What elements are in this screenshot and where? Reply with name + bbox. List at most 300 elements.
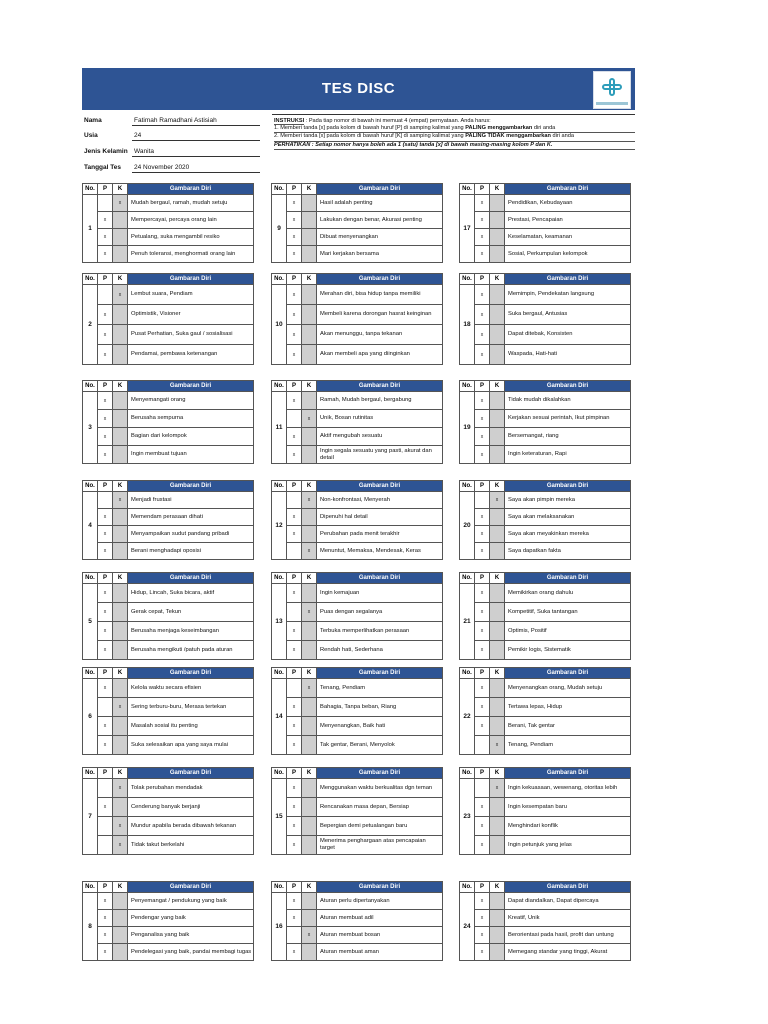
statement-text: Menggunakan waktu berkualitas dgn teman bbox=[317, 779, 443, 798]
statement-text: Menghindari konflik bbox=[505, 817, 631, 836]
k-cell[interactable]: x bbox=[490, 736, 505, 755]
question-number: 11 bbox=[272, 392, 287, 464]
k-cell[interactable]: x bbox=[302, 603, 317, 622]
statement-row bbox=[83, 428, 254, 446]
p-cell[interactable]: x bbox=[475, 392, 490, 410]
k-cell[interactable] bbox=[113, 927, 128, 944]
date-label: Tanggal Tes bbox=[84, 164, 121, 171]
header-k: K bbox=[302, 184, 317, 195]
p-cell[interactable]: x bbox=[475, 543, 490, 560]
p-cell[interactable]: x bbox=[287, 944, 302, 961]
statement-text: Menyenangkan orang, Mudah setuju bbox=[505, 679, 631, 698]
p-cell[interactable]: x bbox=[98, 641, 113, 660]
statement-row bbox=[272, 736, 443, 755]
question-block-16 bbox=[271, 881, 443, 961]
statement-text: Aktif mengubah sesuatu bbox=[317, 428, 443, 446]
statement-text: Ingin kemajuan bbox=[317, 584, 443, 603]
k-cell[interactable] bbox=[302, 428, 317, 446]
k-cell[interactable] bbox=[302, 392, 317, 410]
statement-row bbox=[272, 526, 443, 543]
p-cell[interactable]: x bbox=[98, 622, 113, 641]
k-cell[interactable]: x bbox=[113, 492, 128, 509]
k-cell[interactable]: x bbox=[113, 195, 128, 212]
k-cell[interactable]: x bbox=[302, 927, 317, 944]
question-header-row bbox=[83, 882, 254, 893]
p-cell[interactable] bbox=[475, 492, 490, 509]
statement-row bbox=[83, 212, 254, 229]
k-cell[interactable] bbox=[490, 836, 505, 855]
statement-text: Cenderung banyak berjanji bbox=[128, 798, 254, 817]
p-cell[interactable] bbox=[98, 836, 113, 855]
p-cell[interactable]: x bbox=[475, 428, 490, 446]
p-cell[interactable]: x bbox=[475, 195, 490, 212]
header-p: P bbox=[475, 668, 490, 679]
k-cell[interactable] bbox=[302, 526, 317, 543]
k-cell[interactable] bbox=[302, 910, 317, 927]
p-cell[interactable]: x bbox=[98, 305, 113, 325]
k-cell[interactable] bbox=[113, 717, 128, 736]
statement-text: Pendamai, pembawa ketenangan bbox=[128, 345, 254, 365]
k-cell[interactable] bbox=[302, 345, 317, 365]
p-cell[interactable]: x bbox=[98, 736, 113, 755]
p-cell[interactable]: x bbox=[98, 325, 113, 345]
p-cell[interactable]: x bbox=[475, 717, 490, 736]
p-cell[interactable]: x bbox=[475, 641, 490, 660]
k-cell[interactable]: x bbox=[490, 779, 505, 798]
p-cell[interactable]: x bbox=[98, 584, 113, 603]
statement-text: Saya akan pimpin mereka bbox=[505, 492, 631, 509]
p-cell[interactable]: x bbox=[475, 798, 490, 817]
k-cell[interactable] bbox=[113, 543, 128, 560]
k-cell[interactable]: x bbox=[113, 779, 128, 798]
question-number: 3 bbox=[83, 392, 98, 464]
k-cell[interactable] bbox=[490, 509, 505, 526]
p-cell[interactable]: x bbox=[98, 212, 113, 229]
k-cell[interactable]: x bbox=[302, 679, 317, 698]
k-cell[interactable]: x bbox=[490, 492, 505, 509]
statement-row bbox=[272, 446, 443, 464]
p-cell[interactable]: x bbox=[98, 526, 113, 543]
k-cell[interactable] bbox=[302, 779, 317, 798]
header-p: P bbox=[287, 184, 302, 195]
instruction-2-text: 1. Memberi tanda [x] pada kolom di bawah huruf [P] di samping kalimat yang bbox=[274, 125, 466, 132]
k-cell[interactable] bbox=[490, 195, 505, 212]
p-cell[interactable]: x bbox=[475, 698, 490, 717]
p-cell[interactable]: x bbox=[98, 927, 113, 944]
k-cell[interactable] bbox=[490, 305, 505, 325]
instruction-intro: : Pada tiap nomor di bawah ini memuat 4 (empat) pernyataan. Anda harus: bbox=[304, 118, 491, 124]
statement-row bbox=[272, 679, 443, 698]
statement-row bbox=[83, 285, 254, 305]
question-table bbox=[459, 380, 631, 464]
k-cell[interactable] bbox=[490, 679, 505, 698]
statement-text: Berusaha sempurna bbox=[128, 410, 254, 428]
k-cell[interactable] bbox=[302, 736, 317, 755]
k-cell[interactable] bbox=[113, 893, 128, 910]
statement-text: Keselamatan, keamanan bbox=[505, 229, 631, 246]
k-cell[interactable] bbox=[302, 817, 317, 836]
p-cell[interactable]: x bbox=[475, 345, 490, 365]
p-cell[interactable]: x bbox=[475, 910, 490, 927]
statement-row bbox=[83, 893, 254, 910]
k-cell[interactable] bbox=[302, 229, 317, 246]
header-p: P bbox=[98, 381, 113, 392]
question-number: 10 bbox=[272, 285, 287, 365]
question-header-row bbox=[460, 768, 631, 779]
k-cell[interactable] bbox=[113, 584, 128, 603]
k-cell[interactable] bbox=[302, 717, 317, 736]
p-cell[interactable]: x bbox=[98, 509, 113, 526]
p-cell[interactable]: x bbox=[98, 944, 113, 961]
p-cell[interactable]: x bbox=[475, 927, 490, 944]
k-cell[interactable] bbox=[113, 944, 128, 961]
statement-row bbox=[460, 509, 631, 526]
p-cell[interactable]: x bbox=[98, 410, 113, 428]
statement-text: Sering terburu-buru, Merasa tertekan bbox=[128, 698, 254, 717]
p-cell[interactable]: x bbox=[475, 893, 490, 910]
k-cell[interactable] bbox=[113, 345, 128, 365]
statement-row bbox=[272, 836, 443, 855]
p-cell[interactable]: x bbox=[475, 325, 490, 345]
p-cell[interactable]: x bbox=[287, 622, 302, 641]
p-cell[interactable]: x bbox=[475, 212, 490, 229]
p-cell[interactable]: x bbox=[475, 584, 490, 603]
question-number: 17 bbox=[460, 195, 475, 263]
k-cell[interactable] bbox=[490, 345, 505, 365]
statement-text: Ingin keteraturan, Rapi bbox=[505, 446, 631, 464]
p-cell[interactable]: x bbox=[287, 246, 302, 263]
p-cell[interactable]: x bbox=[287, 212, 302, 229]
p-cell[interactable]: x bbox=[287, 817, 302, 836]
k-cell[interactable] bbox=[302, 305, 317, 325]
k-cell[interactable]: x bbox=[113, 698, 128, 717]
question-header-row bbox=[272, 668, 443, 679]
k-cell[interactable] bbox=[113, 509, 128, 526]
k-cell[interactable] bbox=[113, 325, 128, 345]
k-cell[interactable] bbox=[490, 698, 505, 717]
instruction-line-2 bbox=[274, 125, 635, 133]
header-k: K bbox=[113, 882, 128, 893]
p-cell[interactable]: x bbox=[287, 893, 302, 910]
statement-row bbox=[272, 392, 443, 410]
p-cell[interactable]: x bbox=[98, 392, 113, 410]
header-p: P bbox=[98, 184, 113, 195]
p-cell[interactable] bbox=[98, 492, 113, 509]
age-label: Usia bbox=[84, 132, 98, 139]
p-cell[interactable]: x bbox=[475, 622, 490, 641]
p-cell[interactable]: x bbox=[98, 428, 113, 446]
p-cell[interactable]: x bbox=[475, 285, 490, 305]
k-cell[interactable] bbox=[113, 798, 128, 817]
statement-text: Dapat ditebak, Konsisten bbox=[505, 325, 631, 345]
instructions bbox=[272, 114, 635, 164]
k-cell[interactable]: x bbox=[113, 836, 128, 855]
statement-text: Berusaha mengikuti /patuh pada aturan bbox=[128, 641, 254, 660]
k-cell[interactable] bbox=[302, 944, 317, 961]
question-number: 24 bbox=[460, 893, 475, 961]
p-cell[interactable]: x bbox=[287, 584, 302, 603]
k-cell[interactable] bbox=[302, 285, 317, 305]
statement-row bbox=[272, 509, 443, 526]
p-cell[interactable] bbox=[287, 410, 302, 428]
p-cell[interactable]: x bbox=[475, 526, 490, 543]
k-cell[interactable] bbox=[490, 641, 505, 660]
p-cell[interactable]: x bbox=[287, 509, 302, 526]
header-p: P bbox=[475, 274, 490, 285]
question-header-row bbox=[272, 184, 443, 195]
p-cell[interactable]: x bbox=[475, 679, 490, 698]
k-cell[interactable] bbox=[113, 622, 128, 641]
k-cell[interactable] bbox=[490, 798, 505, 817]
question-header-row bbox=[460, 481, 631, 492]
k-cell[interactable] bbox=[113, 410, 128, 428]
k-cell[interactable] bbox=[302, 325, 317, 345]
question-number: 20 bbox=[460, 492, 475, 560]
p-cell[interactable]: x bbox=[287, 717, 302, 736]
p-cell[interactable] bbox=[98, 698, 113, 717]
statement-text: Memikirkan orang dahulu bbox=[505, 584, 631, 603]
k-cell[interactable] bbox=[490, 285, 505, 305]
k-cell[interactable] bbox=[490, 325, 505, 345]
header-no: No. bbox=[272, 481, 287, 492]
statement-row bbox=[460, 836, 631, 855]
statement-row bbox=[460, 817, 631, 836]
k-cell[interactable] bbox=[490, 526, 505, 543]
statement-text: Penyemangat / pendukung yang baik bbox=[128, 893, 254, 910]
p-cell[interactable] bbox=[475, 736, 490, 755]
header-k: K bbox=[113, 481, 128, 492]
p-cell[interactable] bbox=[287, 927, 302, 944]
statement-row bbox=[460, 798, 631, 817]
statement-row bbox=[83, 195, 254, 212]
k-cell[interactable] bbox=[490, 817, 505, 836]
p-cell[interactable]: x bbox=[475, 305, 490, 325]
k-cell[interactable] bbox=[113, 229, 128, 246]
p-cell[interactable]: x bbox=[287, 195, 302, 212]
statement-text: Mudah bergaul, ramah, mudah setuju bbox=[128, 195, 254, 212]
p-cell[interactable]: x bbox=[475, 229, 490, 246]
p-cell[interactable]: x bbox=[287, 428, 302, 446]
p-cell[interactable]: x bbox=[287, 798, 302, 817]
statement-text: Lembut suara, Pendiam bbox=[128, 285, 254, 305]
info-row-date bbox=[82, 161, 262, 174]
p-cell[interactable] bbox=[287, 492, 302, 509]
k-cell[interactable]: x bbox=[302, 410, 317, 428]
statement-text: Optimis, Positif bbox=[505, 622, 631, 641]
statement-text: Tak gentar, Berani, Menyolok bbox=[317, 736, 443, 755]
k-cell[interactable]: x bbox=[302, 543, 317, 560]
question-table bbox=[82, 572, 254, 660]
question-table bbox=[271, 572, 443, 660]
k-cell[interactable] bbox=[490, 584, 505, 603]
p-cell[interactable]: x bbox=[287, 229, 302, 246]
p-cell[interactable]: x bbox=[287, 392, 302, 410]
k-cell[interactable] bbox=[302, 893, 317, 910]
k-cell[interactable] bbox=[302, 836, 317, 855]
statement-text: Mempercayai, percaya orang lain bbox=[128, 212, 254, 229]
k-cell[interactable] bbox=[113, 212, 128, 229]
k-cell[interactable] bbox=[113, 305, 128, 325]
question-header-row bbox=[272, 274, 443, 285]
k-cell[interactable] bbox=[302, 641, 317, 660]
p-cell[interactable]: x bbox=[98, 229, 113, 246]
p-cell[interactable]: x bbox=[287, 526, 302, 543]
k-cell[interactable] bbox=[490, 428, 505, 446]
k-cell[interactable] bbox=[113, 526, 128, 543]
p-cell[interactable] bbox=[287, 543, 302, 560]
header-k: K bbox=[302, 274, 317, 285]
age-value: 24 bbox=[132, 130, 260, 141]
p-cell[interactable]: x bbox=[287, 305, 302, 325]
k-cell[interactable] bbox=[490, 717, 505, 736]
statement-text: Aturan membuat bosan bbox=[317, 927, 443, 944]
question-header-row bbox=[460, 184, 631, 195]
statement-text: Mundur apabila berada dibawah tekanan bbox=[128, 817, 254, 836]
p-cell[interactable]: x bbox=[475, 446, 490, 464]
question-block-24 bbox=[459, 881, 631, 961]
header-description: Gambaran Diri bbox=[317, 573, 443, 584]
p-cell[interactable]: x bbox=[287, 698, 302, 717]
p-cell[interactable]: x bbox=[98, 345, 113, 365]
p-cell[interactable]: x bbox=[287, 910, 302, 927]
k-cell[interactable] bbox=[113, 446, 128, 464]
k-cell[interactable] bbox=[113, 736, 128, 755]
p-cell[interactable]: x bbox=[98, 543, 113, 560]
k-cell[interactable] bbox=[113, 641, 128, 660]
statement-row bbox=[460, 446, 631, 464]
k-cell[interactable] bbox=[490, 944, 505, 961]
p-cell[interactable] bbox=[98, 285, 113, 305]
header-description: Gambaran Diri bbox=[505, 768, 631, 779]
k-cell[interactable] bbox=[113, 679, 128, 698]
k-cell[interactable] bbox=[302, 195, 317, 212]
k-cell[interactable] bbox=[302, 798, 317, 817]
question-table bbox=[82, 767, 254, 855]
k-cell[interactable] bbox=[302, 509, 317, 526]
header-no: No. bbox=[83, 882, 98, 893]
question-block-8 bbox=[82, 881, 254, 961]
k-cell[interactable] bbox=[302, 622, 317, 641]
p-cell[interactable]: x bbox=[98, 603, 113, 622]
statement-text: Akan menunggu, tanpa tekanan bbox=[317, 325, 443, 345]
p-cell[interactable]: x bbox=[475, 836, 490, 855]
p-cell[interactable]: x bbox=[475, 944, 490, 961]
header-no: No. bbox=[272, 768, 287, 779]
statement-row bbox=[272, 717, 443, 736]
k-cell[interactable] bbox=[490, 910, 505, 927]
p-cell[interactable]: x bbox=[98, 910, 113, 927]
k-cell[interactable] bbox=[490, 410, 505, 428]
p-cell[interactable]: x bbox=[475, 603, 490, 622]
question-table bbox=[271, 183, 443, 263]
p-cell[interactable] bbox=[287, 603, 302, 622]
statement-row bbox=[460, 679, 631, 698]
p-cell[interactable]: x bbox=[287, 641, 302, 660]
k-cell[interactable] bbox=[490, 229, 505, 246]
p-cell[interactable]: x bbox=[475, 817, 490, 836]
p-cell[interactable] bbox=[98, 779, 113, 798]
k-cell[interactable] bbox=[113, 246, 128, 263]
p-cell[interactable]: x bbox=[287, 736, 302, 755]
statement-row bbox=[460, 345, 631, 365]
p-cell[interactable]: x bbox=[475, 410, 490, 428]
statement-row bbox=[460, 428, 631, 446]
k-cell[interactable]: x bbox=[302, 492, 317, 509]
header-p: P bbox=[287, 573, 302, 584]
k-cell[interactable] bbox=[490, 543, 505, 560]
k-cell[interactable] bbox=[490, 622, 505, 641]
header-description: Gambaran Diri bbox=[505, 573, 631, 584]
question-table bbox=[459, 881, 631, 961]
k-cell[interactable] bbox=[490, 392, 505, 410]
statement-text: Saya akan meyakinkan mereka bbox=[505, 526, 631, 543]
p-cell[interactable]: x bbox=[287, 446, 302, 464]
k-cell[interactable] bbox=[113, 603, 128, 622]
statement-text: Memegang standar yang tinggi, Akurat bbox=[505, 944, 631, 961]
p-cell[interactable]: x bbox=[98, 893, 113, 910]
statement-text: Menjadi frustasi bbox=[128, 492, 254, 509]
p-cell[interactable]: x bbox=[287, 285, 302, 305]
k-cell[interactable] bbox=[490, 446, 505, 464]
p-cell[interactable]: x bbox=[98, 717, 113, 736]
k-cell[interactable] bbox=[113, 392, 128, 410]
statement-row bbox=[272, 927, 443, 944]
p-cell[interactable]: x bbox=[287, 836, 302, 855]
p-cell[interactable]: x bbox=[98, 246, 113, 263]
header-k: K bbox=[490, 668, 505, 679]
k-cell[interactable] bbox=[113, 910, 128, 927]
k-cell[interactable] bbox=[302, 446, 317, 464]
info-row-age bbox=[82, 129, 262, 142]
header-no: No. bbox=[272, 274, 287, 285]
k-cell[interactable] bbox=[490, 212, 505, 229]
p-cell[interactable] bbox=[98, 817, 113, 836]
title-bar bbox=[82, 68, 635, 110]
p-cell[interactable]: x bbox=[287, 345, 302, 365]
p-cell[interactable]: x bbox=[287, 779, 302, 798]
k-cell[interactable] bbox=[302, 698, 317, 717]
k-cell[interactable] bbox=[490, 893, 505, 910]
k-cell[interactable] bbox=[490, 927, 505, 944]
statement-row bbox=[272, 779, 443, 798]
question-table bbox=[459, 572, 631, 660]
p-cell[interactable] bbox=[475, 779, 490, 798]
k-cell[interactable] bbox=[113, 428, 128, 446]
k-cell[interactable]: x bbox=[113, 285, 128, 305]
p-cell[interactable]: x bbox=[287, 325, 302, 345]
k-cell[interactable] bbox=[302, 584, 317, 603]
statement-row bbox=[272, 543, 443, 560]
question-block-21 bbox=[459, 572, 631, 660]
p-cell[interactable]: x bbox=[98, 446, 113, 464]
k-cell[interactable] bbox=[302, 246, 317, 263]
p-cell[interactable]: x bbox=[98, 798, 113, 817]
statement-text: Aturan membuat aman bbox=[317, 944, 443, 961]
company-logo bbox=[593, 71, 631, 109]
k-cell[interactable] bbox=[490, 246, 505, 263]
statement-text: Masalah sosial itu penting bbox=[128, 717, 254, 736]
statement-row bbox=[83, 584, 254, 603]
k-cell[interactable] bbox=[302, 212, 317, 229]
p-cell[interactable] bbox=[98, 195, 113, 212]
p-cell[interactable]: x bbox=[475, 246, 490, 263]
p-cell[interactable]: x bbox=[475, 509, 490, 526]
k-cell[interactable]: x bbox=[113, 817, 128, 836]
statement-text: Bahagia, Tanpa beban, Riang bbox=[317, 698, 443, 717]
p-cell[interactable] bbox=[287, 679, 302, 698]
k-cell[interactable] bbox=[490, 603, 505, 622]
p-cell[interactable]: x bbox=[98, 679, 113, 698]
